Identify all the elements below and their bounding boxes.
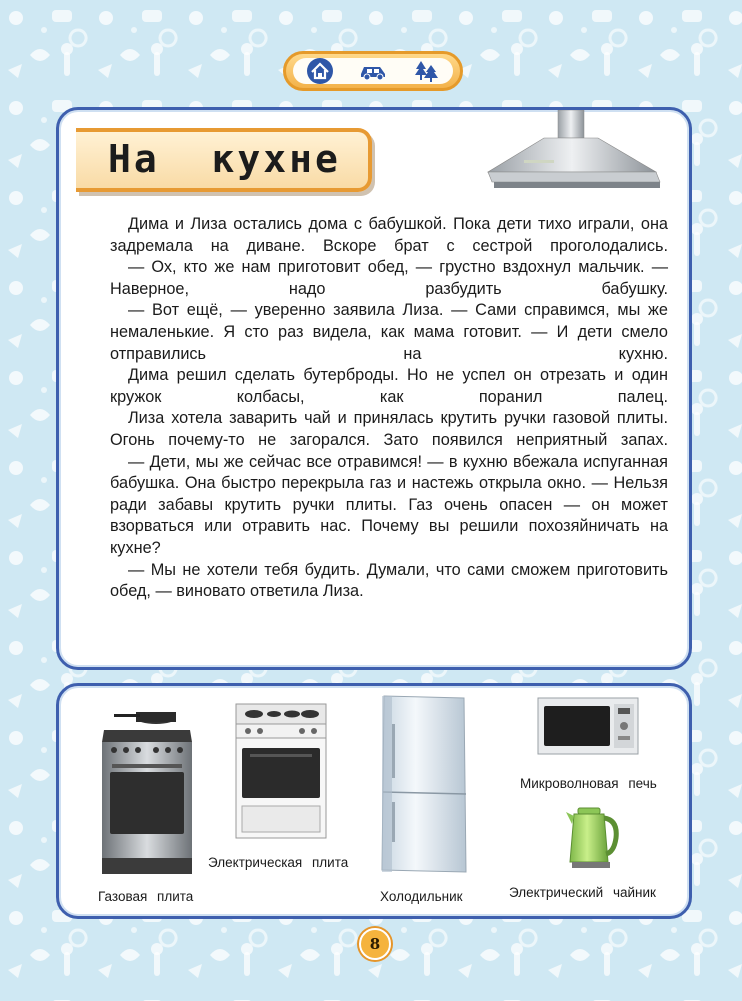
story-paragraph: — Дети, мы же сейчас все отравимся! — в кухню вбежала испуганная бабушка. Она быстро перекрыла газ и настежь открыла окно. — Нельзя ради забавы крутить ручки плиты. Газ очень опасен — он может взорваться или отравить нас. Почему вы решили похозяйничать на кухне? [110, 452, 668, 557]
story-text [110, 214, 668, 603]
car-icon[interactable] [358, 58, 388, 84]
page-number: 8 [359, 928, 391, 960]
fridge-caption: Холодильник [380, 889, 463, 904]
section-nav-inner [293, 58, 453, 84]
electric-stove-caption: Электрическая плита [208, 855, 349, 870]
story-paragraph: Дима и Лиза остались дома с бабушкой. Пока дети тихо играли, она задремала на диване. Вскоре брат с сестрой проголодались. [110, 215, 668, 255]
story-paragraph: — Вот ещё, — уверенно заявила Лиза. — Сами справимся, мы же немаленькие. Я сто раз видела, как мама готовит. — И дети смело отправились на кухню. [110, 301, 668, 363]
microwave-image [536, 694, 640, 758]
microwave-caption: Микроволновая печь [520, 776, 657, 791]
story-paragraph: — Ох, кто же нам приготовит обед, — грустно вздохнул мальчик. — Наверное, надо разбудить бабушку. [110, 258, 668, 298]
story-paragraph: Дима решил сделать бутерброды. Но не успел он отрезать и один кружок колбасы, как поранил палец. [110, 366, 668, 406]
story-paragraph: Лиза хотела заварить чай и принялась крутить ручки газовой плиты. Огонь почему-то не загорался. Зато появился неприятный запах. [110, 409, 668, 449]
kettle-image [564, 804, 620, 870]
electric-stove-image [234, 702, 328, 842]
range-hood-image [484, 110, 662, 192]
section-nav [283, 51, 463, 91]
story-paragraph: — Мы не хотели тебя будить. Думали, что сами сможем приготовить обед, — виновато ответила Лиза. [110, 560, 668, 601]
fridge-image [378, 694, 470, 876]
trees-icon[interactable] [411, 58, 441, 84]
home-icon[interactable] [305, 58, 335, 84]
page-title: На кухне [108, 137, 341, 181]
gas-stove-image [100, 708, 194, 876]
gas-stove-caption: Газовая плита [98, 889, 194, 904]
kettle-caption: Электрический чайник [509, 885, 656, 900]
